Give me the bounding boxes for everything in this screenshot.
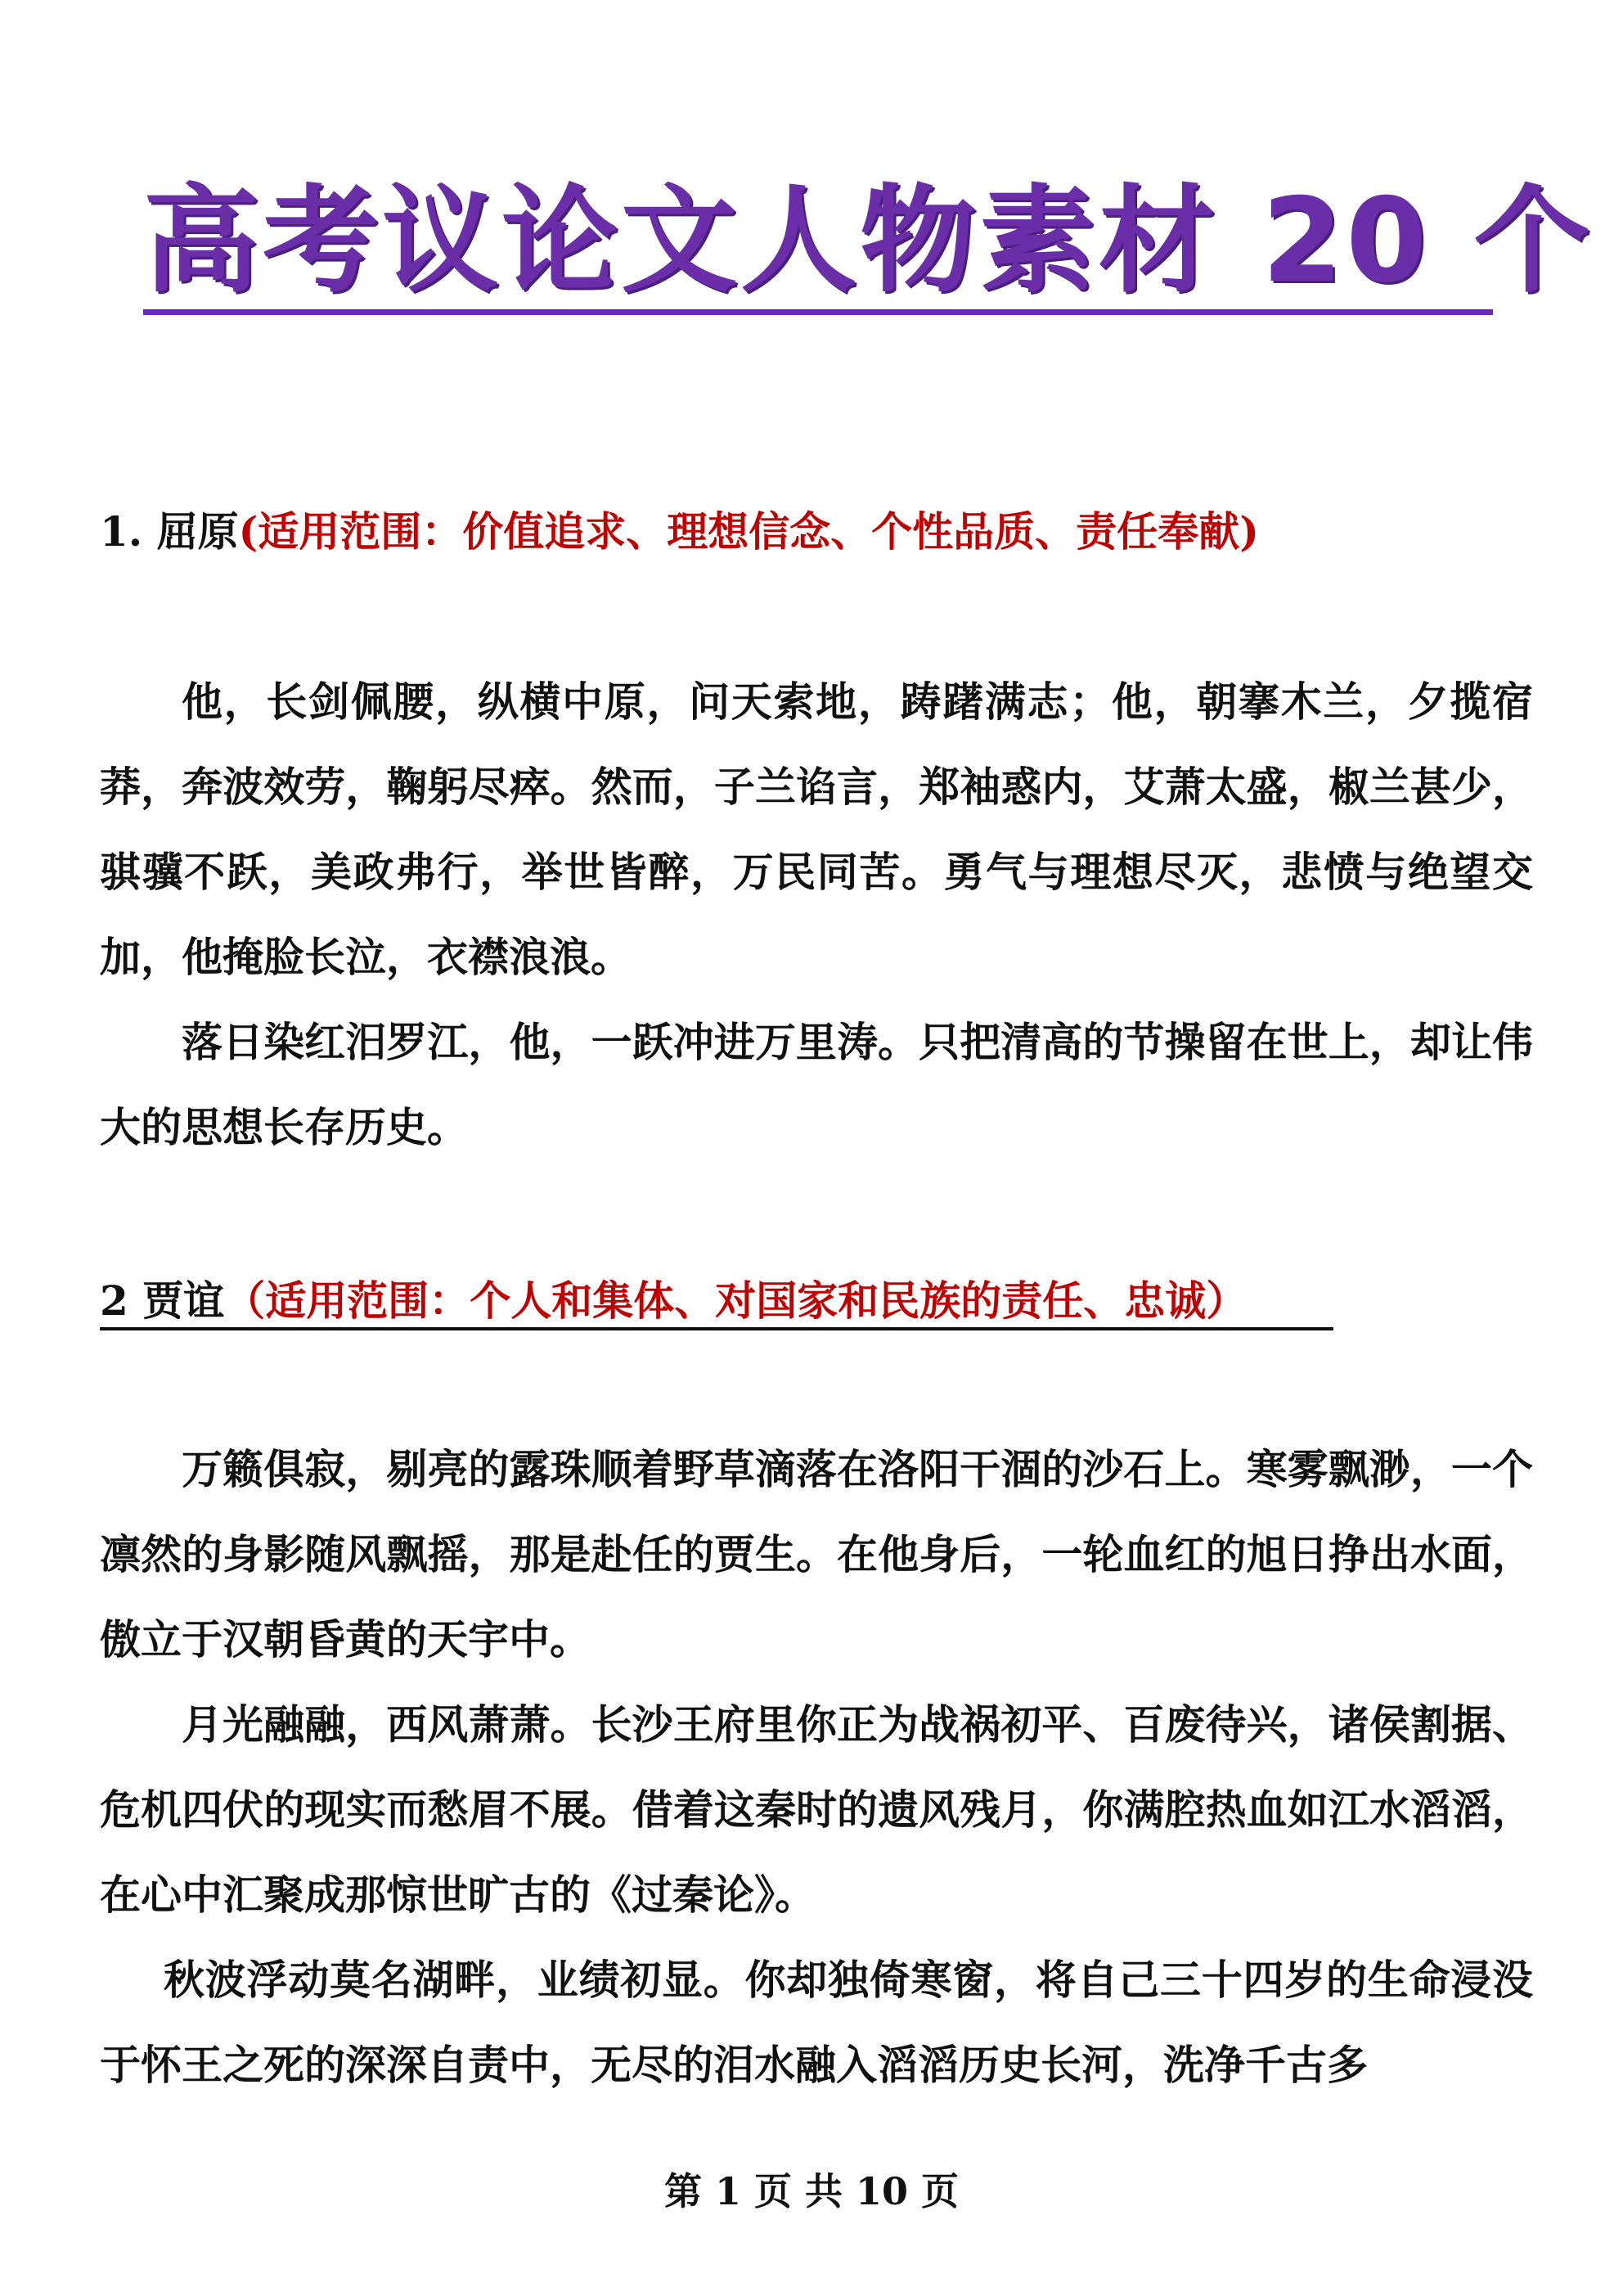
paragraph: 月光融融，西风萧萧。长沙王府里你正为战祸初平、百废待兴，诸侯割据、危机四伏的现实而愁眉不展。借着这秦时的遗风残月，你满腔热血如江水滔滔，在心中汇聚成那惊世旷古的《过秦论》。 <box>100 1700 1533 1919</box>
page-footer: 第 1 页 共 10 页 <box>663 2169 960 2213</box>
section-heading-1 <box>100 506 1259 558</box>
section-number: 2 <box>100 1276 128 1325</box>
paragraph: 他，长剑佩腰，纵横中原，问天索地，踌躇满志；他，朝搴木兰，夕揽宿莽，奔波效劳，鞠躬尽瘁。然而，子兰谄言，郑袖惑内，艾萧太盛，椒兰甚少，骐骥不跃，美政弗行，举世皆醉，万民同苦。勇气与理想尽灭，悲愤与绝望交加，他掩脸长泣，衣襟浪浪。 <box>100 678 1533 981</box>
section-name: 贾谊 <box>142 1276 225 1325</box>
section-scope: (适用范围：价值追求、理想信念、个性品质、责任奉献) <box>238 507 1259 556</box>
section-number: 1. <box>100 507 143 556</box>
section-heading-2 <box>100 1275 1247 1327</box>
section-heading-underline <box>100 1327 1333 1330</box>
paragraph: 万籁俱寂，剔亮的露珠顺着野草滴落在洛阳干涸的沙石上。寒雾飘渺，一个凛然的身影随风飘摇，那是赴任的贾生。在他身后，一轮血红的旭日挣出水面，傲立于汉朝昏黄的天宇中。 <box>100 1445 1533 1663</box>
section-scope: （适用范围：个人和集体、对国家和民族的责任、忠诚） <box>224 1276 1248 1325</box>
paragraph: 秋波浮动莫名湖畔，业绩初显。你却独倚寒窗，将自己三十四岁的生命浸没于怀王之死的深深自责中，无尽的泪水融入滔滔历史长河，洗净千古多 <box>100 1956 1533 2089</box>
page-title: 高考议论文人物素材 20 个 <box>143 173 1594 308</box>
section-name: 屈原 <box>156 507 239 556</box>
title-underline <box>143 309 1493 315</box>
paragraph: 落日染红汨罗江，他，一跃冲进万里涛。只把清高的节操留在世上，却让伟大的思想长存历史。 <box>100 1018 1533 1151</box>
